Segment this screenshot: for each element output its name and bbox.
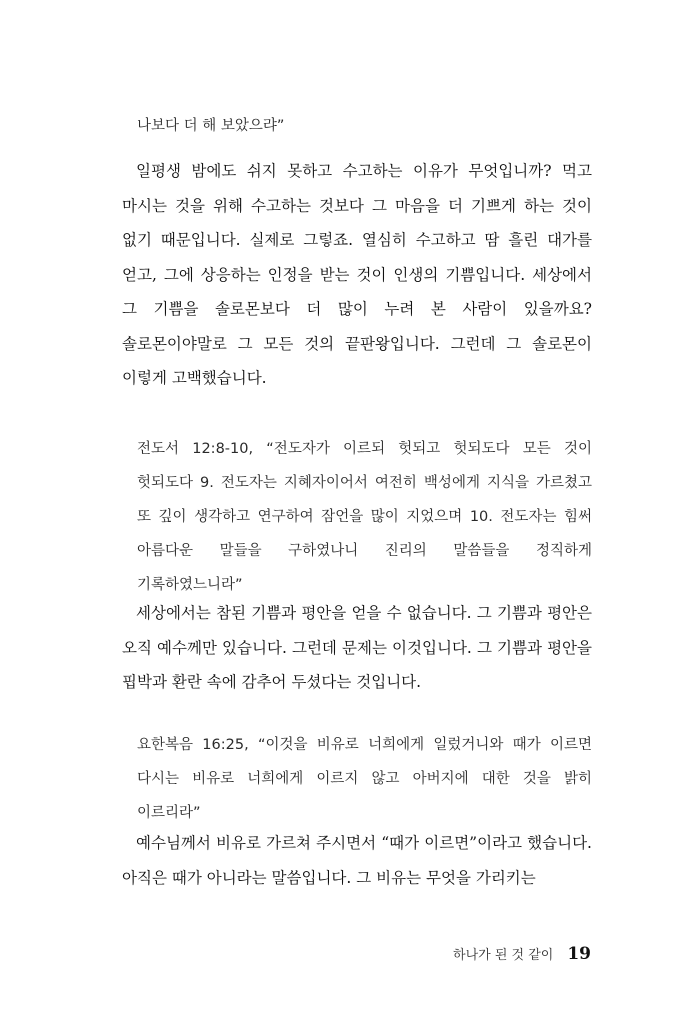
scripture-quote-john: 요한복음 16:25, “이것을 비유로 너희에게 일렀거니와 때가 이르면 다시는 비유로 너희에게 이르지 않고 아버지에 대한 것을 밝히 이르리라”: [137, 737, 592, 821]
page-footer: [453, 944, 591, 964]
body-paragraph-2: 세상에서는 참된 기쁨과 평안을 얻을 수 없습니다. 그 기쁨과 평안은 오직 예수께만 있습니다. 그런데 문제는 이것입니다. 그 기쁨과 평안을 핍박과 환란 속에 감추어 두셨다는 것입니다.: [122, 604, 592, 691]
quote-ending: 나보다 더 해 보았으랴”: [137, 118, 285, 134]
running-title: 하나가 된 것 같이: [453, 948, 554, 963]
scripture-quote-ecclesiastes: 전도서 12:8-10, “전도자가 이르되 헛되고 헛되도다 모든 것이 헛되도다 9. 전도자는 지혜자이어서 여전히 백성에게 지식을 가르쳤고 또 깊이 생각하고 연구하여 잠언을 많이 지었으며 10. 전도자는 힘써 아름다운 말들을 구하였나니 진리의 말씀들을 정직하게 기록하였느니라”: [137, 441, 592, 593]
page-number: 19: [567, 944, 591, 964]
body-paragraph-1: 일평생 밤에도 쉬지 못하고 수고하는 이유가 무엇입니까? 먹고 마시는 것을 위해 수고하는 것보다 그 마음을 더 기쁘게 하는 것이 없기 때문입니다. 실제로 그렇죠. 열심히 수고하고 땀 흘린 대가를 얻고, 그에 상응하는 인정을 받는 것이 인생의 기쁨입니다. 세상에서 그 기쁨을 솔로몬보다 더 많이 누려 본 사람이 있을까요? 솔로몬이야말로 그 모든 것의 끝판왕입니다. 그런데 그 솔로몬이 이렇게 고백했습니다.: [122, 162, 592, 387]
body-paragraph-3: 예수님께서 비유로 가르쳐 주시면서 “때가 이르면”이라고 했습니다. 아직은 때가 아니라는 말씀입니다. 그 비유는 무엇을 가리키는: [122, 834, 592, 887]
